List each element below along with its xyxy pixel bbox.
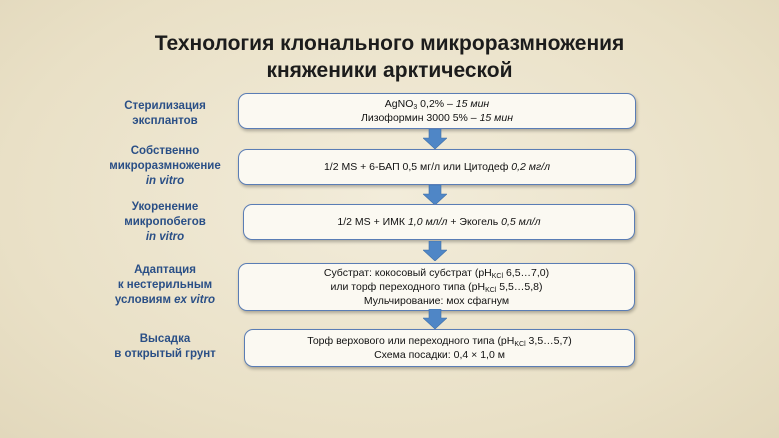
step-label-line: микроразмножение bbox=[109, 160, 221, 172]
down-arrow-icon bbox=[423, 309, 447, 329]
text-run: Лизоформин 3000 5% – bbox=[361, 112, 480, 124]
step-text-line bbox=[364, 294, 509, 308]
step-label-line: in vitro bbox=[145, 231, 185, 243]
step-label-line: in vitro bbox=[145, 175, 185, 187]
step-text-line bbox=[361, 111, 513, 125]
step-text-line bbox=[324, 160, 550, 174]
step-label-planting bbox=[92, 332, 238, 362]
title-line-1: Технология клонального микроразмножения bbox=[154, 32, 625, 55]
text-run: 1/2 MS + 6-БАП 0,5 мг/л или Цитодеф bbox=[323, 161, 512, 173]
step-text-line bbox=[374, 348, 505, 362]
text-run: Субстрат: кокосовый субстрат (pH bbox=[323, 267, 492, 279]
italic-text: 15 мин bbox=[455, 98, 490, 110]
subscript-text: 3 bbox=[413, 104, 418, 111]
italic-text: 15 мин bbox=[479, 112, 513, 124]
down-arrow-icon bbox=[423, 129, 447, 149]
step-label-line: в открытый грунт bbox=[114, 348, 216, 360]
step-label-adaptation bbox=[92, 263, 238, 308]
step-text-line bbox=[385, 97, 489, 111]
italic-text: 0,2 мг/л bbox=[511, 161, 551, 173]
step-label-micropropagation bbox=[92, 144, 238, 189]
step-box-sterilization bbox=[238, 93, 636, 129]
italic-text: 1,0 мл/л bbox=[407, 216, 448, 228]
text-run: 1/2 MS + ИМК bbox=[337, 216, 408, 228]
step-box-planting bbox=[244, 329, 635, 367]
text-run: Торф верхового или переходного типа (pH bbox=[307, 335, 515, 347]
step-box-micropropagation bbox=[238, 149, 636, 185]
step-text-line bbox=[337, 215, 540, 229]
subscript-text: KCl bbox=[485, 287, 497, 294]
title-line-2: княженики арктической bbox=[266, 59, 513, 82]
text-run: 3,5…5,7) bbox=[525, 335, 572, 347]
step-label-line: к нестерильным bbox=[117, 279, 213, 291]
subscript-text: KCl bbox=[514, 341, 526, 348]
step-label-line: эксплантов bbox=[132, 115, 198, 127]
down-arrow-icon bbox=[423, 241, 447, 261]
step-label-line: Собственно bbox=[130, 145, 200, 157]
text-run: AgNO bbox=[384, 98, 414, 110]
step-label-line: Укоренение bbox=[131, 201, 199, 213]
subscript-text: KCl bbox=[491, 273, 504, 280]
text-run: 0,2% – bbox=[417, 98, 456, 110]
down-arrow-icon bbox=[423, 185, 447, 205]
text-run: + Экогель bbox=[447, 216, 502, 228]
step-label-line: Высадка bbox=[139, 333, 191, 345]
step-box-adaptation bbox=[238, 263, 635, 311]
step-text-line bbox=[307, 334, 572, 348]
slide-title bbox=[0, 30, 779, 84]
text-run: Мульчирование: мох сфагнум bbox=[363, 295, 510, 307]
step-label-line bbox=[92, 293, 238, 308]
step-label-line: Стерилизация bbox=[124, 100, 206, 112]
text-run: 6,5…7,0) bbox=[503, 267, 550, 279]
step-label-rooting bbox=[92, 200, 238, 245]
step-box-rooting bbox=[243, 204, 635, 240]
text-run: или торф переходного типа (pH bbox=[330, 281, 486, 293]
step-label-text: условиям bbox=[114, 294, 175, 306]
text-run: 5,5…5,8) bbox=[496, 281, 543, 293]
step-label-line: микропобегов bbox=[124, 216, 206, 228]
step-text-line bbox=[331, 280, 543, 294]
step-label-line: Адаптация bbox=[134, 264, 196, 276]
text-run: Схема посадки: 0,4 × 1,0 м bbox=[374, 349, 505, 361]
step-text-line bbox=[324, 266, 549, 280]
step-label-sterilization bbox=[92, 99, 238, 129]
step-label-italic: ex vitro bbox=[174, 294, 216, 306]
italic-text: 0,5 мл/л bbox=[501, 216, 541, 228]
